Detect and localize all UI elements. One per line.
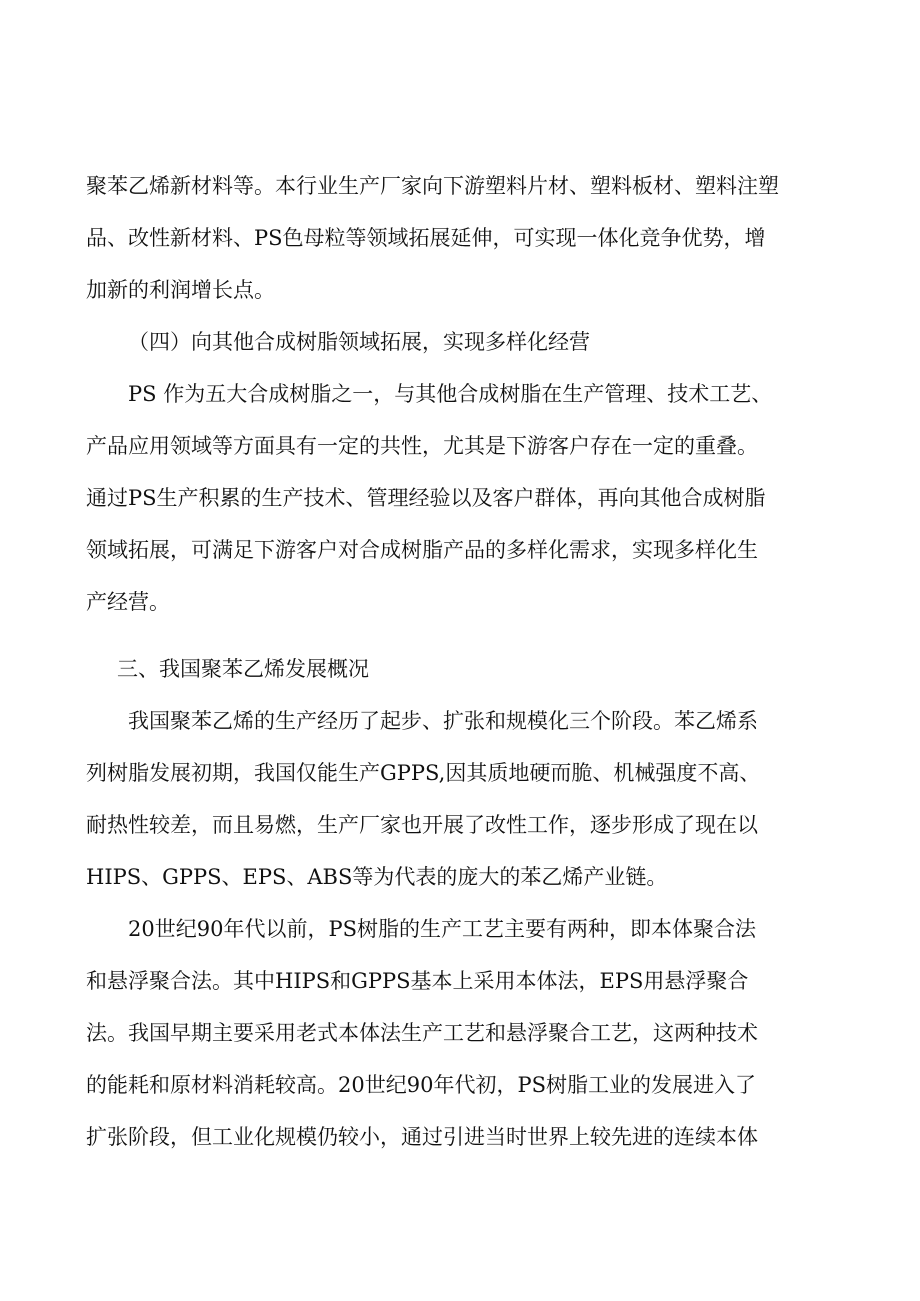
- paragraph-line: 20世纪90年代以前，PS树脂的生产工艺主要有两种，即本体聚合法: [128, 917, 756, 941]
- paragraph-line: 我国聚苯乙烯的生产经历了起步、扩张和规模化三个阶段。苯乙烯系: [128, 709, 758, 733]
- paragraph-line: 扩张阶段，但工业化规模仍较小，通过引进当时世界上较先进的连续本体: [86, 1125, 758, 1149]
- paragraph-line: PS 作为五大合成树脂之一，与其他合成树脂在生产管理、技术工艺、: [128, 382, 773, 406]
- paragraph-line: 法。我国早期主要采用老式本体法生产工艺和悬浮聚合工艺，这两种技术: [86, 1021, 758, 1045]
- paragraph-line: 列树脂发展初期，我国仅能生产GPPS,因其质地硬而脆、机械强度不高、: [86, 761, 761, 785]
- paragraph-line: 加新的利润增长点。: [86, 278, 275, 302]
- paragraph-line: 产经营。: [86, 590, 170, 614]
- section-subheading: （四）向其他合成树脂领域拓展，实现多样化经营: [128, 330, 590, 354]
- paragraph-line: 产品应用领域等方面具有一定的共性，尤其是下游客户存在一定的重叠。: [86, 434, 758, 458]
- paragraph-line: 通过PS生产积累的生产技术、管理经验以及客户群体，再向其他合成树脂: [86, 486, 766, 510]
- paragraph-line: 耐热性较差，而且易燃，生产厂家也开展了改性工作，逐步形成了现在以: [86, 813, 758, 837]
- section-heading: 三、我国聚苯乙烯发展概况: [117, 657, 369, 681]
- paragraph-line: 和悬浮聚合法。其中HIPS和GPPS基本上采用本体法，EPS用悬浮聚合: [86, 969, 749, 993]
- paragraph-line: 领域拓展，可满足下游客户对合成树脂产品的多样化需求，实现多样化生: [86, 538, 758, 562]
- paragraph-line: 聚苯乙烯新材料等。本行业生产厂家向下游塑料片材、塑料板材、塑料注塑: [86, 174, 779, 198]
- paragraph-line: 的能耗和原材料消耗较高。20世纪90年代初，PS树脂工业的发展进入了: [86, 1073, 756, 1097]
- paragraph-line: HIPS、GPPS、EPS、ABS等为代表的庞大的苯乙烯产业链。: [86, 865, 668, 889]
- paragraph-line: 品、改性新材料、PS色母粒等领域拓展延伸，可实现一体化竞争优势，增: [86, 226, 766, 250]
